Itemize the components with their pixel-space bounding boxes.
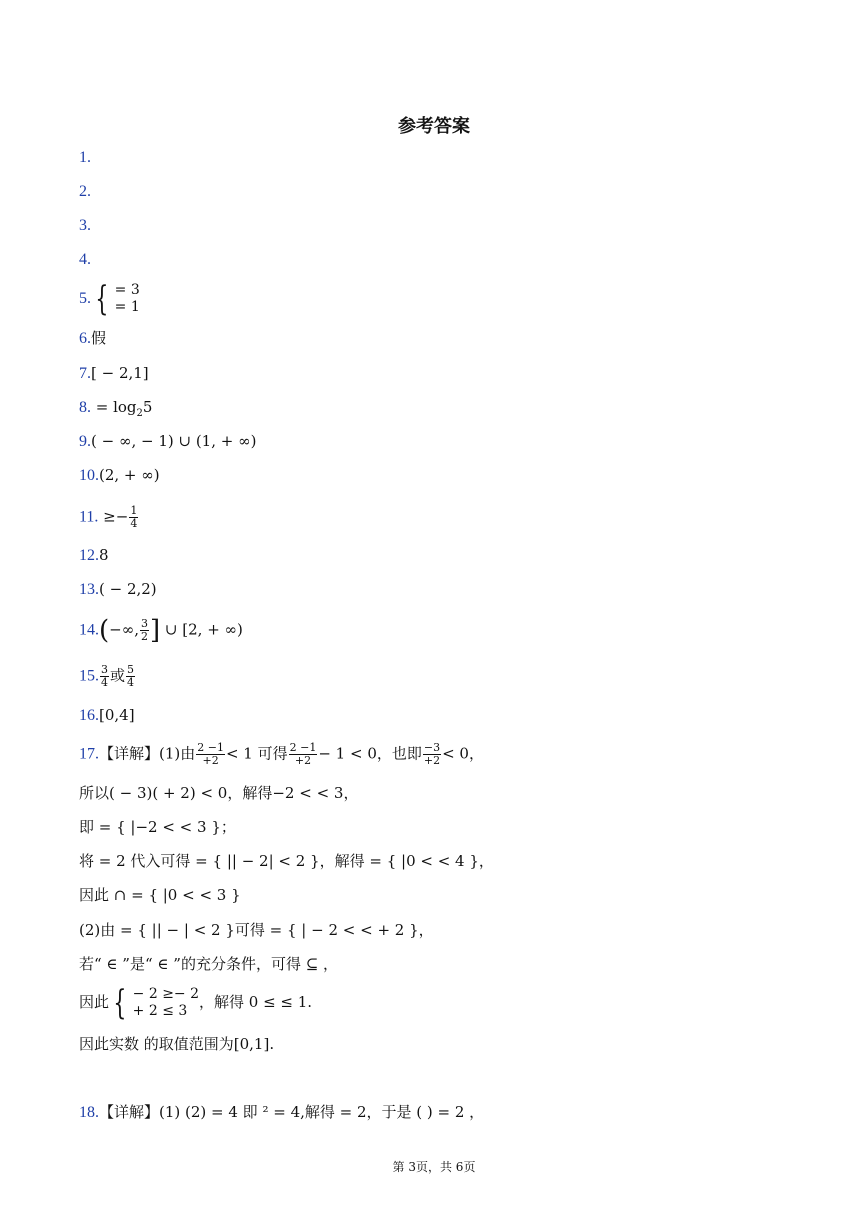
denominator: 4 (127, 676, 135, 689)
q17-line-8 (79, 983, 313, 1023)
denominator: 4 (130, 517, 138, 530)
system-row: − 2 ≥− 2 (132, 986, 200, 1002)
answer-text-tail: 5 (142, 398, 153, 416)
answer-4 (79, 249, 91, 270)
solution-text: < 1 可得 (225, 744, 288, 763)
answer-number: 11. (79, 508, 99, 526)
q17-line-4: 将 = 2 代入可得 = { || − 2| < 2 }，解得 = { |0 < < 4 }， (79, 852, 494, 870)
answer-number: 3. (79, 217, 91, 234)
answer-5 (79, 279, 140, 319)
denominator: 2 (141, 630, 148, 643)
answer-16 (79, 705, 135, 726)
fraction (423, 742, 441, 767)
answer-2 (79, 181, 91, 202)
system-row: + 2 ≤ 3 (132, 1003, 188, 1019)
answer-number: 13. (79, 581, 99, 598)
answer-number: 5. (79, 290, 91, 307)
answer-text: ( − ∞, − 1) ∪ (1, + ∞) (91, 432, 257, 450)
q17-line-7: 若“ ∈ ”是“ ∈ ”的充分条件，可得 ⊆ ， (79, 955, 339, 973)
answer-10 (79, 465, 160, 486)
numerator: 3 (101, 663, 108, 676)
denominator: +2 (202, 754, 219, 767)
answer-number: 15. (79, 667, 99, 685)
answer-7 (79, 363, 149, 384)
inequality-system (109, 983, 200, 1023)
left-brace-icon: { (113, 983, 127, 1023)
fraction (140, 618, 149, 643)
q18-line-1 (79, 1102, 484, 1123)
solution-text: < 0， (442, 744, 484, 763)
q17-line-2: 所以( − 3)( + 2) < 0，解得−2 < < 3， (79, 784, 359, 802)
answer-text: [0,4] (99, 706, 135, 724)
answer-1 (79, 147, 91, 168)
q17-line-9: 因此实数 的取值范围为[0,1]. (79, 1035, 275, 1053)
fraction (129, 505, 138, 530)
left-brace-icon: { (95, 279, 109, 319)
answer-number: 12. (79, 547, 99, 564)
numerator: 2 −1 (197, 741, 224, 754)
answer-text: −∞, (109, 620, 139, 639)
equation-system (91, 279, 140, 319)
answer-text-tail: ∪ [2, + ∞) (160, 620, 243, 639)
q17-line-6: (2)由 = { || − | < 2 }可得 = { | − 2 < < + 2 }， (79, 921, 434, 939)
solution-text: − 1 < 0，也即 (318, 744, 422, 763)
answer-6 (79, 328, 106, 349)
answer-text: ≥− (98, 507, 129, 526)
answer-text: [ − 2,1] (91, 364, 149, 382)
numerator: −3 (423, 741, 441, 754)
answer-3 (79, 215, 91, 236)
fraction (196, 742, 225, 767)
answer-number: 6. (79, 330, 91, 347)
answer-number: 2. (79, 183, 91, 200)
answer-text: (2, + ∞) (99, 466, 160, 484)
page-title: 参考答案 (398, 116, 470, 137)
fraction (126, 664, 135, 689)
answer-number: 1. (79, 149, 91, 166)
numerator: 5 (127, 663, 135, 676)
log-base: 2 (136, 408, 143, 419)
answer-text: = log (91, 398, 137, 416)
answer-11 (79, 505, 139, 530)
answer-number: 14. (79, 621, 99, 639)
q17-line-3: 即 = { |−2 < < 3 }； (79, 818, 236, 836)
answer-number: 16. (79, 707, 99, 724)
answer-text: 或 (110, 666, 126, 685)
system-row: = 1 (114, 299, 140, 315)
q17-line-5: 因此 ∩ = { |0 < < 3 } (79, 886, 241, 904)
answer-number: 7. (79, 365, 91, 382)
right-bracket-icon: ] (150, 615, 161, 646)
denominator: 4 (101, 676, 108, 689)
answer-8 (79, 397, 152, 424)
answer-number: 17. (79, 745, 99, 763)
answer-number: 8. (79, 399, 91, 416)
answer-number: 4. (79, 251, 91, 268)
answer-number: 18. (79, 1104, 99, 1121)
solution-text: 【详解】(1) (2) = 4 即 ² = 4,解得 = 2，于是 ( ) = 2 ， (99, 1103, 485, 1121)
answer-13 (79, 579, 157, 600)
fraction (100, 664, 109, 689)
left-paren-icon: ( (99, 615, 110, 646)
answer-number: 10. (79, 467, 99, 484)
numerator: 2 −1 (289, 741, 317, 754)
answer-text: 8 (99, 546, 109, 564)
fraction (289, 742, 318, 767)
denominator: +2 (294, 754, 312, 767)
answer-text: 假 (91, 329, 107, 347)
answer-15 (79, 664, 136, 689)
answer-14 (79, 615, 243, 646)
answer-text: ( − 2,2) (99, 580, 157, 598)
answer-9 (79, 431, 256, 452)
numerator: 3 (141, 617, 148, 630)
numerator: 1 (130, 504, 138, 517)
denominator: +2 (423, 754, 441, 767)
system-row: = 3 (114, 282, 140, 298)
q17-line-1 (79, 742, 484, 767)
solution-text: 因此 (79, 993, 110, 1011)
page-footer: 第 3页，共 6页 (392, 1160, 476, 1174)
solution-text: 【详解】(1)由 (99, 744, 196, 763)
answer-number: 9. (79, 433, 91, 450)
answer-12 (79, 545, 109, 566)
solution-text: ，解得 0 ≤ ≤ 1. (199, 993, 313, 1011)
